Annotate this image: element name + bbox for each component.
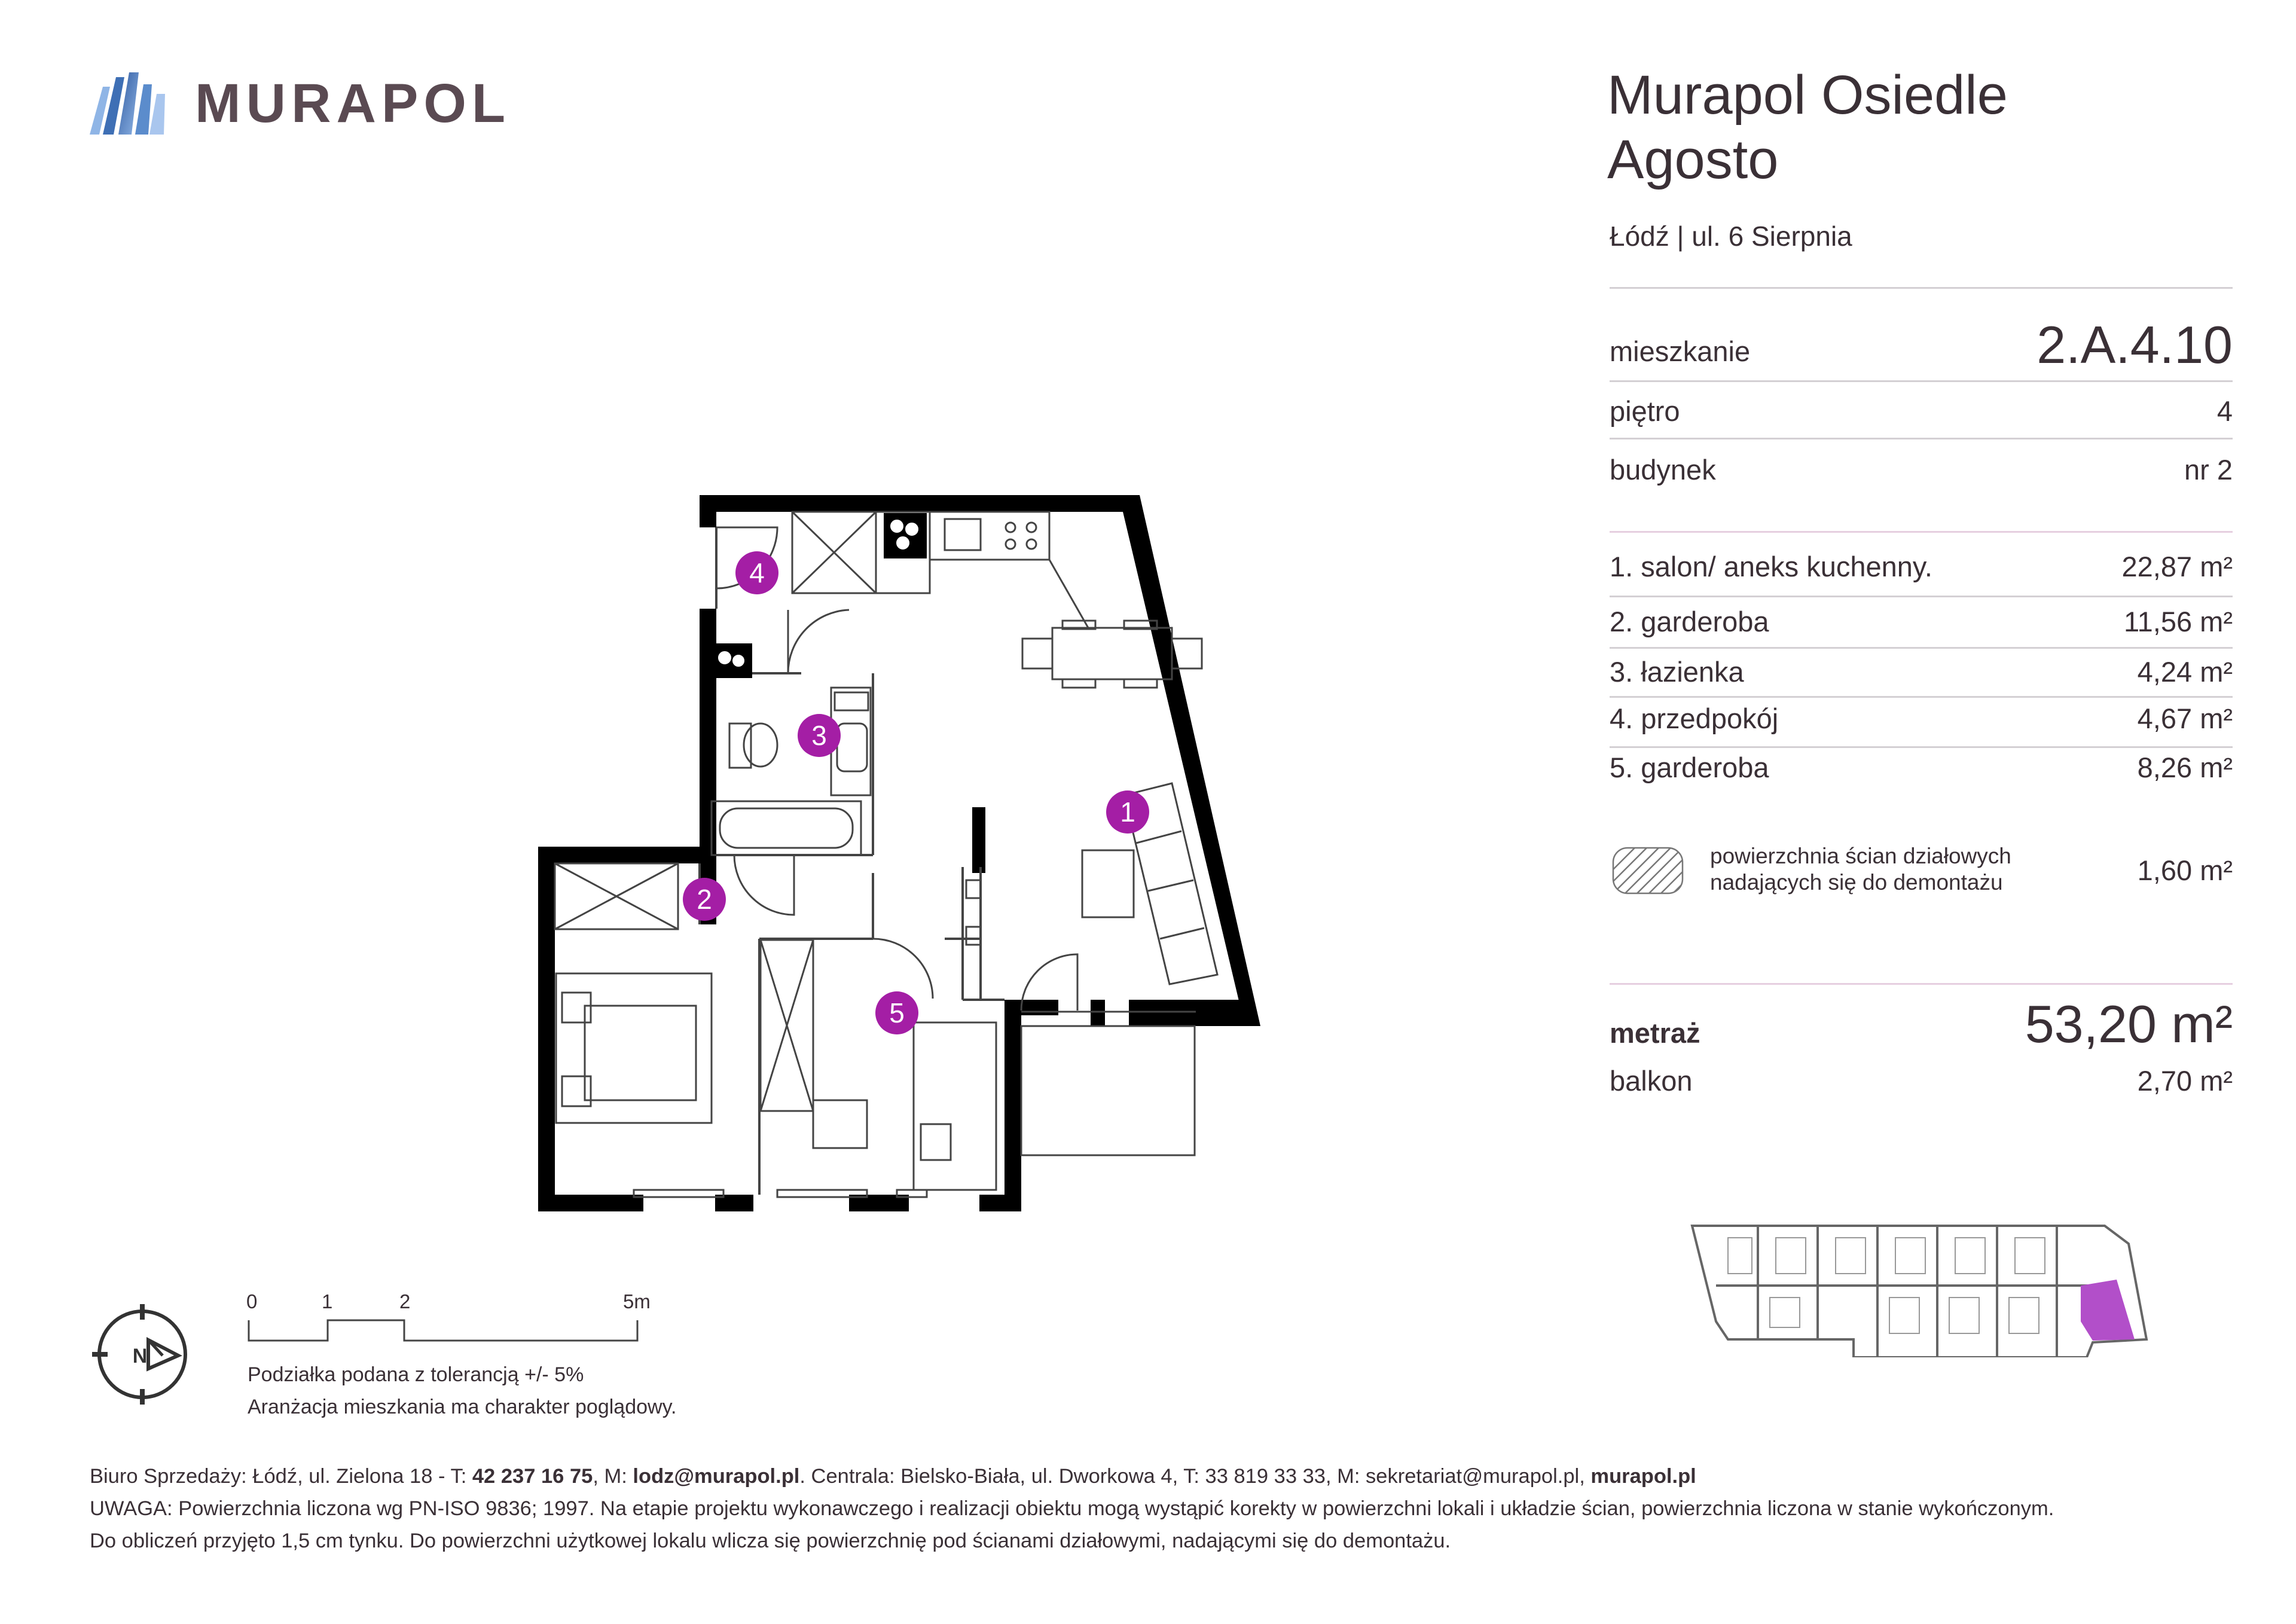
divider [1610,438,2233,439]
divider [1610,596,2233,597]
room-marker-label: 5 [889,997,905,1028]
walls-note-line1: powierzchnia ścian działowych [1710,844,2011,868]
scale-bar [248,1319,642,1343]
footer-phone[interactable]: 42 237 16 75 [472,1465,593,1488]
scale-tick-label: 1 [322,1290,333,1312]
brand-logo [90,71,511,136]
footer-disclaimer-1: UWAGA: Powierzchnia liczona wg PN-ISO 9836; 1997. Na etapie projektu wykonawczego i realizacji obiektu mogą wystąpić korekty w powierzchni lokali i układzie ścian, powierzchnia liczona w stanie wykończonym. [90,1497,2054,1520]
scale-tick-label: 5m [623,1290,651,1312]
arrangement-note: Aranżacja mieszkania ma charakter poglądowy. [248,1396,677,1418]
room-name: 1. salon/ aneks kuchenny. [1610,551,1932,582]
room-name: 4. przedpokój [1610,703,1779,734]
building-value: nr 2 [2184,454,2233,486]
room-marker-label: 2 [697,884,712,915]
room-area: 22,87 m² [2121,551,2233,582]
project-title-line1: Murapol Osiedle [1607,65,2008,126]
footer-email[interactable]: lodz@murapol.pl [633,1465,800,1488]
scale-note: Podziałka podana z tolerancją +/- 5% [248,1363,584,1386]
compass-letter: N [132,1345,148,1367]
murapol-logo-icon [90,72,170,135]
divider [1610,983,2233,985]
walls-note [1710,843,2011,896]
total-area-label: metraż [1610,1017,1700,1049]
floor-value: 4 [2216,395,2233,427]
footer-text: Biuro Sprzedaży: Łódź, ul. Zielona 18 - T: [90,1465,472,1488]
compass-icon [88,1301,196,1408]
footer-text: , M: [593,1465,633,1488]
walls-area: 1,60 m² [2137,854,2233,886]
apartment-number: 2.A.4.10 [2037,315,2233,374]
divider [1610,287,2233,289]
inner-walls [700,527,1004,1195]
building-key-plan [1674,1208,2152,1357]
room-name: 3. łazienka [1610,656,1744,688]
room-marker-label: 4 [749,557,765,588]
room-area: 8,26 m² [2137,752,2233,783]
room-name: 5. garderoba [1610,752,1769,783]
scale-tick-label: 2 [399,1290,411,1312]
room-area: 4,24 m² [2137,656,2233,688]
balcony-label: balkon [1610,1065,1693,1097]
project-address: Łódź | ul. 6 Sierpnia [1610,221,1852,252]
building-label: budynek [1610,454,1716,486]
floor-plan [526,484,1280,1220]
walls-note-line2: nadających się do demontażu [1710,870,2003,895]
balcony [1021,1012,1196,1155]
footer-disclaimer-2: Do obliczeń przyjęto 1,5 cm tynku. Do powierzchni użytkowej lokalu wlicza się powierzchnię pod ścianami działowymi, nadającymi się do demontażu. [90,1530,1451,1552]
brand-name: MURAPOL [195,72,511,134]
room-area: 11,56 m² [2124,606,2233,637]
divider [1610,380,2233,382]
room-marker-label: 1 [1120,796,1135,828]
apartment-highlight [2081,1280,2135,1341]
outer-walls [538,495,1260,1211]
footer-contact [90,1465,1696,1488]
divider [1610,696,2233,698]
bathroom-fixtures [712,688,871,855]
divider [1610,531,2233,533]
project-title [1607,63,2008,192]
room-area: 4,67 m² [2137,703,2233,734]
footer-text: . Centrala: Bielsko-Biała, ul. Dworkowa 4, T: 33 819 33 33, M: sekretariat@murapol.pl, [799,1465,1591,1488]
balcony-area: 2,70 m² [2137,1065,2233,1097]
divider [1610,746,2233,748]
living-room-furniture [966,783,1217,984]
total-area: 53,20 m² [2025,994,2233,1054]
wardrobe-room-5-furniture [761,940,996,1197]
divider [1610,647,2233,649]
scale-tick-label: 0 [246,1290,258,1312]
project-title-line2: Agosto [1607,129,1779,190]
room-name: 2. garderoba [1610,606,1769,637]
room-markers [683,551,1149,1034]
apartment-label: mieszkanie [1610,335,1751,367]
footer-website-link[interactable]: murapol.pl [1590,1465,1696,1488]
room-marker-label: 3 [811,720,827,751]
floor-label: piętro [1610,395,1680,427]
demolishable-walls-swatch-icon [1612,847,1684,895]
